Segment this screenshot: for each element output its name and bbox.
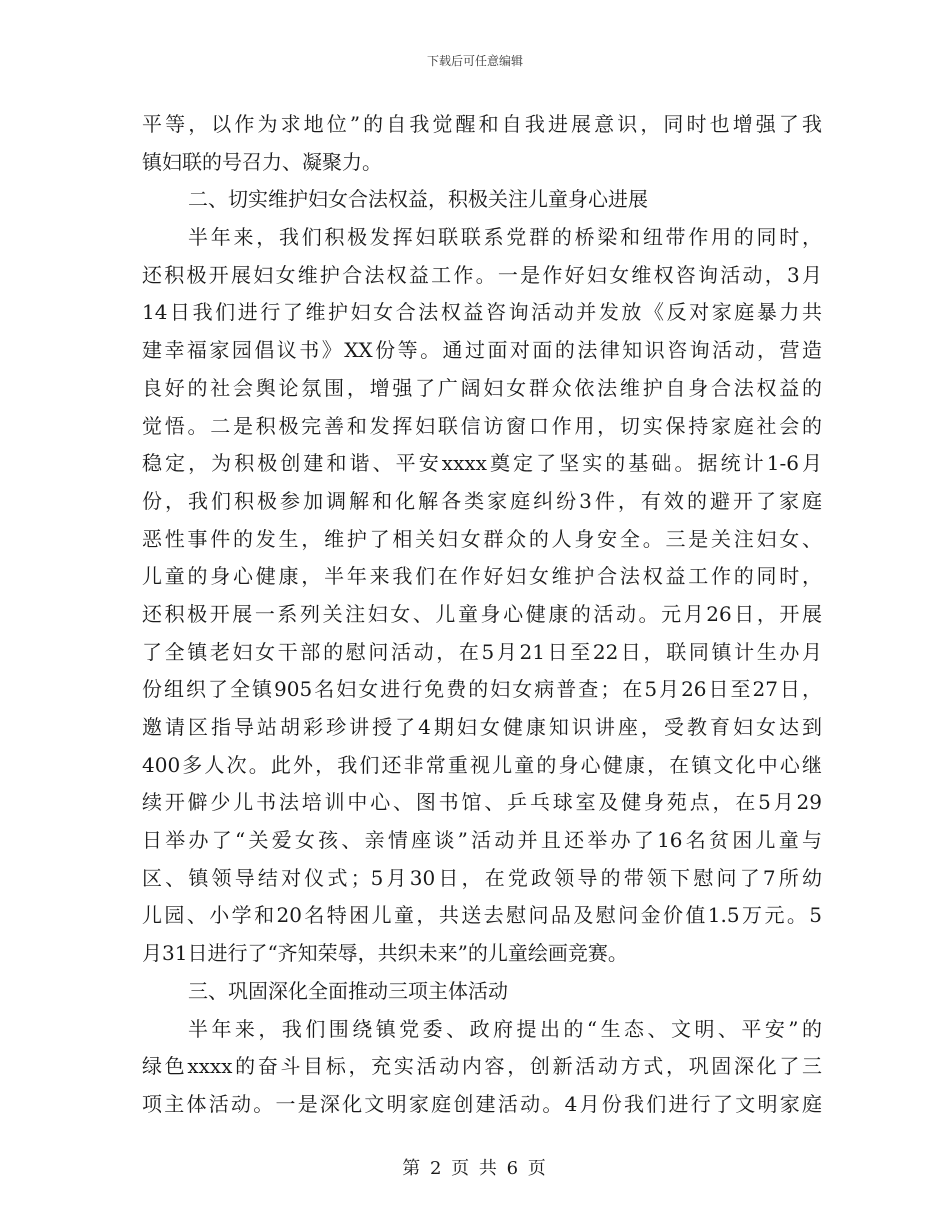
body-line: 良好的社会舆论氛围，增强了广阔妇女群众依法维护自身合法权益的 — [142, 375, 822, 400]
body-line: 日举办了“关爱女孩、亲情座谈”活动并且还举办了16名贫困儿童与 — [142, 828, 822, 853]
body-line: 400多人次。此外，我们还非常重视儿童的身心健康，在镇文化中心继 — [142, 752, 822, 777]
body-line: 月31日进行了“齐知荣辱，共织未来”的儿童绘画竞赛。 — [142, 941, 628, 966]
document-body — [142, 106, 822, 1124]
body-line: 稳定，为积极创建和谐、平安xxxx奠定了坚实的基础。据统计1-6月 — [142, 451, 822, 476]
body-line: 建幸福家园倡议书》XX份等。通过面对面的法律知识咨询活动，营造 — [142, 338, 822, 363]
body-line: 还积极开展一系列关注妇女、儿童身心健康的活动。元月26日，开展 — [142, 601, 822, 626]
body-line: 半年来，我们围绕镇党委、政府提出的“生态、文明、平安”的 — [188, 1016, 822, 1041]
body-line: 觉悟。二是积极完善和发挥妇联信访窗口作用，切实保持家庭社会的 — [142, 413, 822, 438]
body-line: 平等，以作为求地位”的自我觉醒和自我进展意识，同时也增强了我 — [142, 112, 822, 136]
body-line: 份，我们积极参加调解和化解各类家庭纠纷3件，有效的避开了家庭 — [142, 488, 822, 513]
body-line: 了全镇老妇女干部的慰问活动，在5月21日至22日，联同镇计生办月 — [142, 639, 822, 664]
body-line: 续开僻少儿书法培训中心、图书馆、乒乓球室及健身苑点，在5月29 — [142, 790, 822, 815]
section-heading: 二、切实维护妇女合法权益，积极关注儿童身心进展 — [188, 187, 648, 212]
body-line: 项主体活动。一是深化文明家庭创建活动。4月份我们进行了文明家庭 — [142, 1091, 822, 1116]
body-line: 绿色xxxx的奋斗目标，充实活动内容，创新活动方式，巩固深化了三 — [142, 1054, 822, 1079]
body-line: 儿园、小学和20名特困儿童，共送去慰问品及慰问金价值1.5万元。5 — [142, 903, 822, 928]
body-line: 份组织了全镇905名妇女进行免费的妇女病普查；在5月26日至27日， — [142, 677, 822, 702]
body-line: 14日我们进行了维护妇女合法权益咨询活动并发放《反对家庭暴力共 — [142, 300, 822, 325]
section-heading: 三、巩固深化全面推动三项主体活动 — [188, 978, 508, 1003]
page-header-note: 下载后可任意编辑 — [426, 54, 523, 68]
page-number: 第 2 页 共 6 页 — [402, 1158, 548, 1179]
body-line: 儿童的身心健康，半年来我们在作好妇女维护合法权益工作的同时， — [142, 564, 822, 589]
body-line: 恶性事件的发生，维护了相关妇女群众的人身安全。三是关注妇女、 — [142, 526, 822, 551]
body-line: 半年来，我们积极发挥妇联联系党群的桥梁和纽带作用的同时， — [188, 225, 822, 250]
body-line: 区、镇领导结对仪式；5月30日，在党政领导的带领下慰问了7所幼 — [142, 865, 822, 890]
body-line: 镇妇联的号召力、凝聚力。 — [142, 149, 382, 174]
body-line: 还积极开展妇女维护合法权益工作。一是作好妇女维权咨询活动，3月 — [142, 262, 822, 287]
body-line: 邀请区指导站胡彩珍讲授了4期妇女健康知识讲座，受教育妇女达到 — [142, 715, 822, 739]
